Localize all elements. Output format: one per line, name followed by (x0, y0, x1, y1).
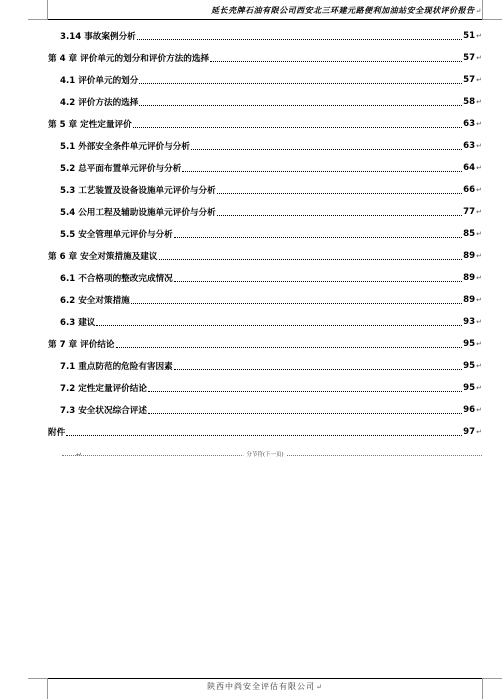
crop-mark-top-right-h (482, 19, 502, 20)
toc-dot-leader (148, 391, 462, 392)
toc-dot-leader (96, 325, 462, 326)
toc-entry[interactable] (48, 355, 482, 377)
toc-entry[interactable] (48, 113, 482, 135)
toc-entry[interactable] (48, 223, 482, 245)
toc-entry-page: 93 (463, 317, 476, 327)
return-mark: ↵ (476, 54, 482, 62)
toc-dot-leader (133, 127, 462, 128)
toc-entry-title: 4.1 评价单元的划分 (60, 76, 139, 86)
toc-entry-title: 第 7 章 评价结论 (48, 340, 115, 350)
toc-dot-leader (174, 237, 462, 238)
return-mark: ↵ (476, 142, 482, 150)
toc-entry-page: 89 (463, 273, 476, 283)
toc-dot-leader (210, 61, 462, 62)
toc-dot-leader (174, 369, 462, 370)
return-mark: ↵ (476, 274, 482, 282)
toc-dot-leader (66, 435, 462, 436)
return-mark: ↵ (476, 340, 482, 348)
header-text: 延长壳牌石油有限公司西安北三环建元路便利加油站安全现状评价报告 (211, 5, 475, 15)
crop-mark-bottom-right-h (482, 678, 502, 679)
return-mark: ↵ (476, 318, 482, 326)
toc-entry-title: 7.3 安全状况综合评述 (60, 406, 147, 416)
return-mark: ↵ (476, 296, 482, 304)
return-mark: ↵ (476, 406, 482, 414)
return-mark: ↵ (476, 208, 482, 216)
toc-entry[interactable] (48, 179, 482, 201)
toc-entry-title: 第 6 章 安全对策措施及建议 (48, 252, 158, 262)
toc-entry-page: 95 (463, 361, 476, 371)
footer-text: 陕西中尚安全评估有限公司 (207, 682, 316, 691)
toc-dot-leader (139, 105, 462, 106)
return-mark: ↵ (316, 683, 323, 691)
toc-entry-page: 63 (463, 141, 476, 151)
toc-entry-page: 95 (463, 339, 476, 349)
return-mark: ↵ (476, 384, 482, 392)
toc-entry-page: 57 (463, 75, 476, 85)
toc-entry-title: 5.4 公用工程及辅助设施单元评价与分析 (60, 208, 216, 218)
toc-entry-page: 66 (463, 185, 476, 195)
crop-mark-bottom-left-h (28, 678, 48, 679)
return-mark: ↵ (476, 428, 482, 436)
toc-dot-leader (217, 193, 462, 194)
toc-entry-page: 85 (463, 229, 476, 239)
toc-entry-title: 5.2 总平面布置单元评价与分析 (60, 164, 182, 174)
toc-dot-leader (217, 215, 462, 216)
toc-entry-page: 77 (463, 207, 476, 217)
toc-dot-leader (139, 83, 462, 84)
toc-entry-title: 5.3 工艺装置及设备设施单元评价与分析 (60, 186, 216, 196)
toc-entry-title: 3.14 事故案例分析 (60, 32, 136, 42)
return-mark: ↵ (475, 7, 482, 15)
toc-entry-title: 附件 (48, 428, 66, 438)
toc-dot-leader (174, 281, 462, 282)
toc-entry-title: 第 5 章 定性定量评价 (48, 120, 132, 130)
page-header (48, 3, 482, 20)
toc-entry-title: 第 4 章 评价单元的划分和评价方法的选择 (48, 54, 210, 64)
toc-entry[interactable] (48, 289, 482, 311)
toc-entry[interactable] (48, 421, 482, 443)
toc-entry-title: 6.2 安全对策措施 (60, 296, 130, 306)
toc-entry-page: 89 (463, 295, 476, 305)
toc-entry[interactable] (48, 91, 482, 113)
toc-entry-page: 89 (463, 251, 476, 261)
toc-entry[interactable] (48, 245, 482, 267)
toc-entry[interactable] (48, 399, 482, 421)
crop-mark-top-right-v (482, 0, 483, 19)
toc-entry-page: 64 (463, 163, 476, 173)
return-mark: ↵ (476, 32, 482, 40)
toc-entry[interactable] (48, 333, 482, 355)
toc-dot-leader (137, 39, 462, 40)
toc-entry-title: 5.5 安全管理单元评价与分析 (60, 230, 173, 240)
toc-entry[interactable] (48, 201, 482, 223)
toc-entry-title: 4.2 评价方法的选择 (60, 98, 139, 108)
toc-entry-page: 63 (463, 119, 476, 129)
toc-entry-title: 5.1 外部安全条件单元评价与分析 (60, 142, 190, 152)
page-footer (48, 678, 482, 695)
toc-entry-title: 6.1 不合格项的整改完成情况 (60, 274, 173, 284)
table-of-contents (48, 25, 482, 443)
return-mark: ↵ (476, 186, 482, 194)
return-mark: ↵ (476, 120, 482, 128)
toc-entry-title: 6.3 建议 (60, 318, 96, 328)
toc-dot-leader (191, 149, 462, 150)
toc-dot-leader (116, 347, 463, 348)
toc-dot-leader (182, 171, 462, 172)
return-mark: ↵ (476, 230, 482, 238)
section-break-label: 分节符(下一页) (243, 450, 286, 460)
toc-entry-title: 7.2 定性定量评价结论 (60, 384, 147, 394)
return-mark: ↵ (476, 98, 482, 106)
toc-entry-page: 97 (463, 427, 476, 437)
return-mark: ↵ (476, 362, 482, 370)
section-break (48, 450, 482, 460)
toc-entry[interactable] (48, 157, 482, 179)
toc-dot-leader (159, 259, 463, 260)
toc-entry[interactable] (48, 47, 482, 69)
toc-entry-page: 58 (463, 97, 476, 107)
toc-dot-leader (148, 413, 462, 414)
crop-mark-top-left-h (28, 19, 48, 20)
return-mark: ↵ (476, 76, 482, 84)
toc-entry-title: 7.1 重点防范的危险有害因素 (60, 362, 173, 372)
return-mark: ↵ (476, 164, 482, 172)
crop-mark-bottom-right-v (482, 679, 483, 699)
toc-entry-page: 51 (463, 31, 476, 41)
toc-entry[interactable] (48, 267, 482, 289)
toc-entry-page: 57 (463, 53, 476, 63)
toc-entry[interactable] (48, 135, 482, 157)
toc-dot-leader (131, 303, 462, 304)
toc-entry[interactable] (48, 69, 482, 91)
toc-entry[interactable] (48, 25, 482, 47)
toc-entry[interactable] (48, 311, 482, 333)
return-mark: ↵ (476, 252, 482, 260)
return-mark: ↵ (76, 451, 82, 459)
toc-entry[interactable] (48, 377, 482, 399)
toc-entry-page: 96 (463, 405, 476, 415)
toc-entry-page: 95 (463, 383, 476, 393)
